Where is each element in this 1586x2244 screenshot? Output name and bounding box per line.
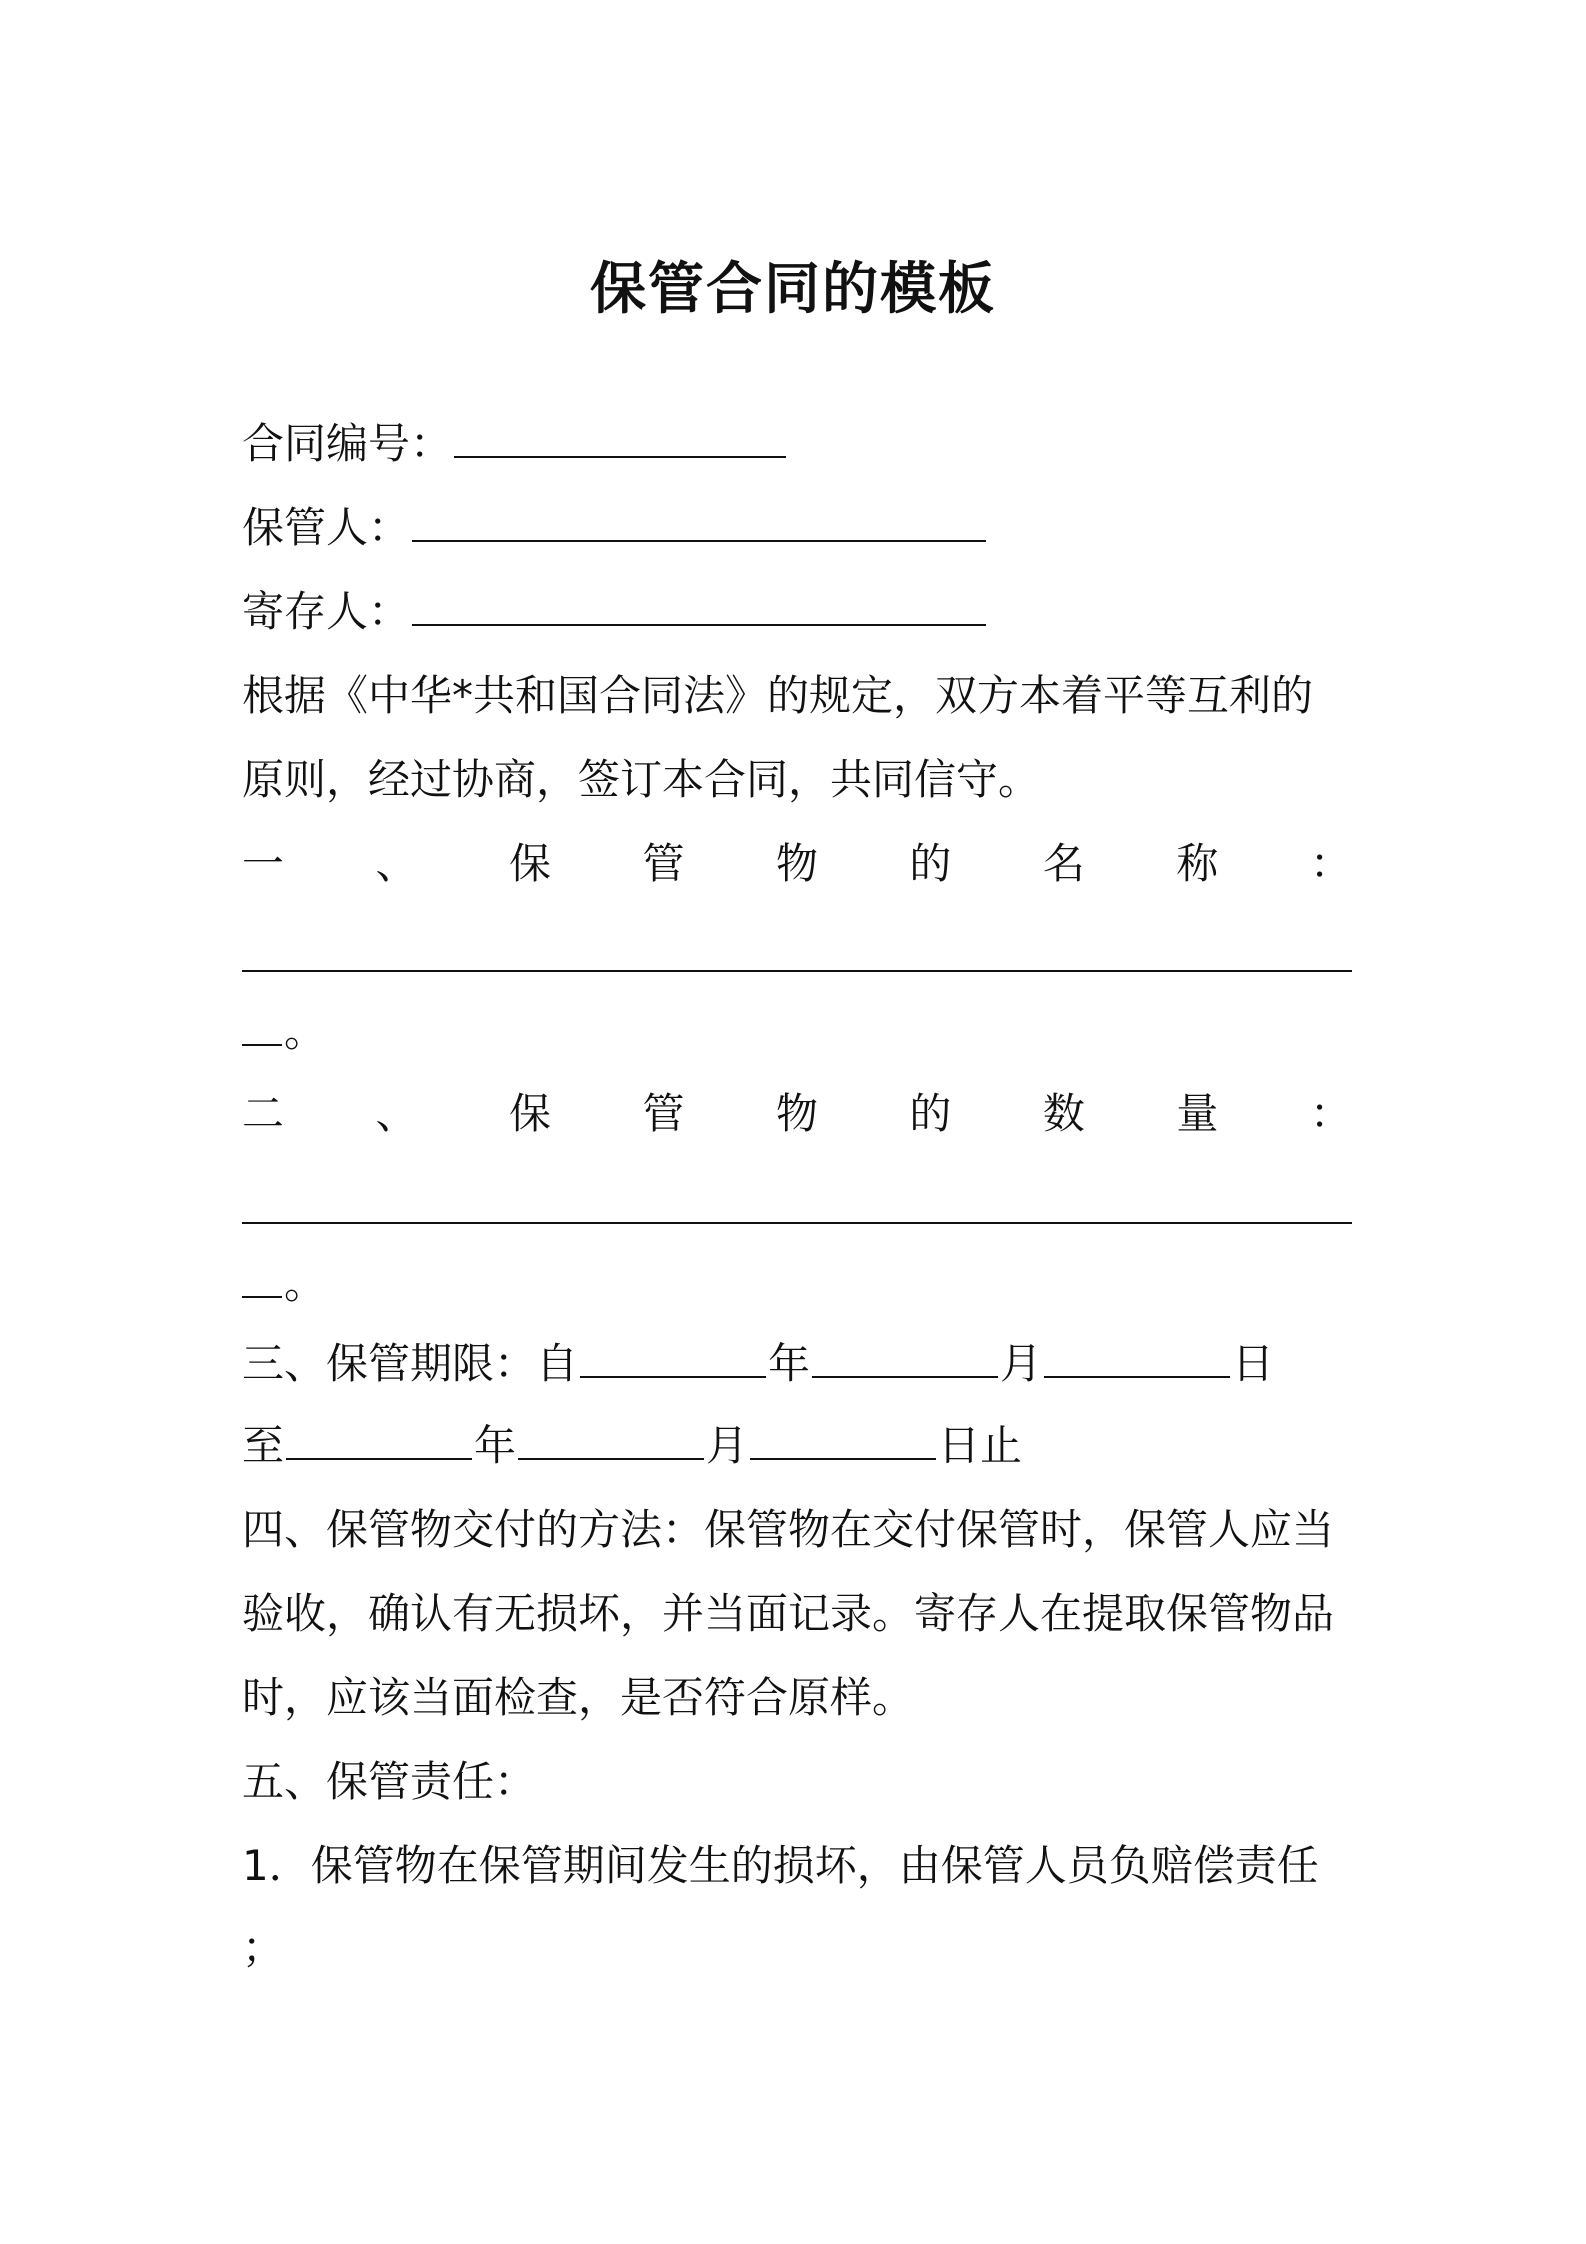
section1-char: 一: [242, 839, 285, 888]
section4-line-1: 四、保管物交付的方法：保管物在交付保管时，保管人应当: [242, 1505, 1335, 1554]
section2-char: 量: [1176, 1089, 1219, 1138]
section1-blank-tail[interactable]: [242, 1010, 282, 1046]
section1-char: 保: [508, 839, 551, 888]
section2-char: 管: [642, 1089, 685, 1138]
to-label: 至: [242, 1421, 285, 1470]
custodian-blank[interactable]: [412, 506, 986, 542]
section1-char: 、: [375, 839, 418, 888]
section2-char: 二: [242, 1089, 285, 1138]
section2-blank-tail[interactable]: [242, 1262, 282, 1298]
custodian-label: 保管人：: [242, 503, 411, 552]
section2-char: 、: [375, 1089, 418, 1138]
section1-char: ：: [1309, 839, 1352, 888]
section2-char: 保: [508, 1089, 551, 1138]
section1-char: 管: [642, 839, 685, 888]
section2-heading: [242, 1084, 1352, 1144]
start-year-blank[interactable]: [580, 1342, 766, 1378]
month-label: 月: [1000, 1339, 1043, 1388]
contract-number-blank[interactable]: [454, 422, 786, 458]
intro-line-1: 根据《中华*共和国合同法》的规定，双方本着平等互利的: [242, 671, 1314, 720]
section2-char: 的: [909, 1089, 952, 1138]
section1-char: 称: [1176, 839, 1219, 888]
section3-line-1: [242, 1334, 1352, 1394]
end-month-blank[interactable]: [518, 1424, 704, 1460]
contract-number-line: [242, 414, 1352, 474]
section2-char: 数: [1042, 1089, 1085, 1138]
section4-line-3: 时，应该当面检查，是否符合原样。: [242, 1673, 915, 1722]
document-title: 保管合同的模板: [590, 257, 996, 322]
clause-1: 1．保管物在保管期间发生的损坏，由保管人员负赔偿责任: [242, 1841, 1319, 1890]
custodian-line: [242, 498, 1352, 558]
depositor-label: 寄存人：: [242, 587, 411, 636]
year-label: 年: [474, 1421, 517, 1470]
start-day-blank[interactable]: [1044, 1342, 1230, 1378]
depositor-blank[interactable]: [412, 590, 986, 626]
section1-char: 物: [775, 839, 818, 888]
section1-blank[interactable]: [242, 970, 1352, 972]
day-label: 日: [1232, 1339, 1275, 1388]
section5-title: 五、保管责任：: [242, 1757, 537, 1806]
year-label: 年: [768, 1339, 811, 1388]
section3-line-2: [242, 1416, 1352, 1476]
section1-char: 的: [909, 839, 952, 888]
section1-end-line: [242, 1002, 326, 1062]
end-year-blank[interactable]: [286, 1424, 472, 1460]
clause-1-end: ；: [242, 1923, 285, 1972]
month-label: 月: [706, 1421, 749, 1470]
day-end-label: 日止: [938, 1421, 1023, 1470]
section1-end: 。: [284, 1007, 327, 1056]
section1-char: 名: [1042, 839, 1085, 888]
section3-prefix: 三、保管期限：自: [242, 1339, 579, 1388]
section1-heading: [242, 834, 1352, 894]
contract-number-label: 合同编号：: [242, 419, 453, 468]
section2-end-line: [242, 1254, 326, 1314]
end-day-blank[interactable]: [750, 1424, 936, 1460]
intro-line-2: 原则，经过协商，签订本合同，共同信守。: [242, 755, 1041, 804]
section2-char: ：: [1309, 1089, 1352, 1138]
depositor-line: [242, 582, 1352, 642]
start-month-blank[interactable]: [812, 1342, 998, 1378]
section2-end: 。: [284, 1259, 327, 1308]
section2-char: 物: [775, 1089, 818, 1138]
section4-line-2: 验收，确认有无损坏，并当面记录。寄存人在提取保管物品: [242, 1589, 1335, 1638]
section2-blank[interactable]: [242, 1222, 1352, 1224]
